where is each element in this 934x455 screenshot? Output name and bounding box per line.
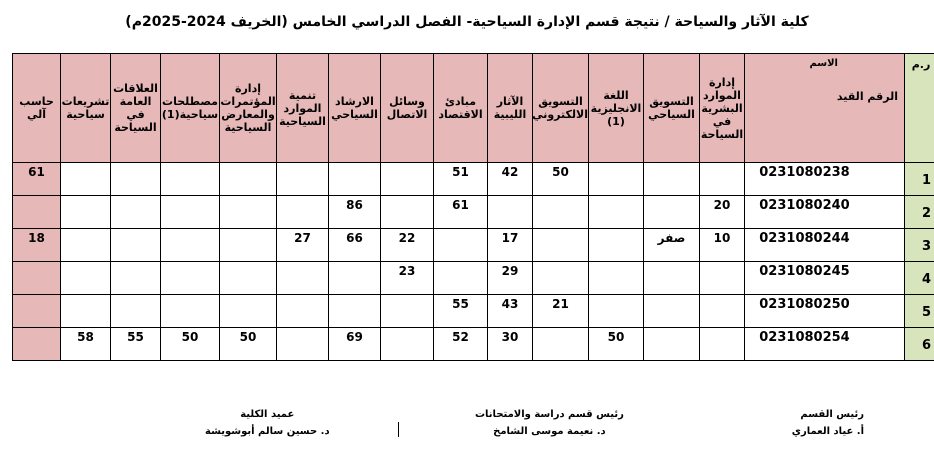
signature-role: عميد الكلية bbox=[240, 409, 295, 420]
signature-exams-head bbox=[475, 406, 624, 440]
signature-dean bbox=[205, 406, 330, 440]
grade-cell bbox=[329, 262, 381, 295]
grade-cell bbox=[61, 163, 111, 196]
grade-cell bbox=[644, 196, 700, 229]
header-subject: العلاقات العامة في السياحة bbox=[111, 54, 161, 163]
grade-cell bbox=[700, 262, 745, 295]
grade-cell: 10 bbox=[700, 229, 745, 262]
table-row bbox=[13, 262, 934, 295]
grade-cell bbox=[277, 328, 329, 361]
grade-cell bbox=[589, 295, 644, 328]
row-number: 4 bbox=[905, 262, 934, 295]
table-header-row bbox=[13, 54, 934, 163]
grade-cell bbox=[161, 196, 220, 229]
signature-role: رئيس القسم bbox=[800, 409, 864, 420]
grade-cell bbox=[589, 262, 644, 295]
grade-cell: 43 bbox=[488, 295, 533, 328]
grade-cell bbox=[381, 328, 434, 361]
grade-cell bbox=[111, 295, 161, 328]
grade-cell: 50 bbox=[589, 328, 644, 361]
header-subject: تنمية الموارد السياحية bbox=[277, 54, 329, 163]
grade-cell: 22 bbox=[381, 229, 434, 262]
grade-cell bbox=[61, 196, 111, 229]
row-number: 6 bbox=[905, 328, 934, 361]
grade-cell bbox=[589, 163, 644, 196]
grade-cell: 61 bbox=[434, 196, 488, 229]
grade-cell: 52 bbox=[434, 328, 488, 361]
header-name-id bbox=[745, 54, 905, 163]
grade-cell bbox=[277, 262, 329, 295]
header-rm: ر.م bbox=[905, 54, 934, 163]
grade-cell bbox=[533, 229, 589, 262]
grade-cell: 55 bbox=[434, 295, 488, 328]
grade-cell bbox=[381, 163, 434, 196]
grade-cell: 51 bbox=[434, 163, 488, 196]
grade-cell: 50 bbox=[220, 328, 277, 361]
grade-cell bbox=[220, 295, 277, 328]
grade-cell bbox=[161, 163, 220, 196]
grade-cell bbox=[644, 328, 700, 361]
grade-cell bbox=[533, 196, 589, 229]
header-subject: إدارة المؤتمرات والمعارض السياحية bbox=[220, 54, 277, 163]
table-row bbox=[13, 163, 934, 196]
grade-cell bbox=[434, 229, 488, 262]
grade-cell bbox=[111, 163, 161, 196]
signature-name: أ. عياد العماري bbox=[791, 426, 864, 437]
grade-cell bbox=[277, 295, 329, 328]
grade-cell bbox=[329, 163, 381, 196]
row-number: 3 bbox=[905, 229, 934, 262]
header-subject: اللغة الانجليزية (1) bbox=[589, 54, 644, 163]
grade-cell bbox=[700, 163, 745, 196]
table-row bbox=[13, 229, 934, 262]
grade-cell: صفر bbox=[644, 229, 700, 262]
grade-cell bbox=[13, 196, 61, 229]
student-id: 0231080250 bbox=[745, 295, 905, 328]
student-id: 0231080254 bbox=[745, 328, 905, 361]
grade-cell: 27 bbox=[277, 229, 329, 262]
table-row bbox=[13, 295, 934, 328]
grade-cell: 86 bbox=[329, 196, 381, 229]
grade-cell bbox=[533, 262, 589, 295]
grade-cell bbox=[161, 295, 220, 328]
row-number: 2 bbox=[905, 196, 934, 229]
grade-cell: 61 bbox=[13, 163, 61, 196]
grade-cell bbox=[700, 328, 745, 361]
grade-cell bbox=[434, 262, 488, 295]
page-title: كلية الآثار والسياحة / نتيجة قسم الإدارة السياحية- الفصل الدراسي الخامس (الخريف 2024-2025م) bbox=[125, 14, 809, 30]
header-subject: إدارة الموارد البشرية في السياحة bbox=[700, 54, 745, 163]
grade-cell bbox=[381, 295, 434, 328]
grade-cell bbox=[644, 163, 700, 196]
header-subject: وسائل الاتصال bbox=[381, 54, 434, 163]
grade-cell: 29 bbox=[488, 262, 533, 295]
grade-cell bbox=[700, 295, 745, 328]
grade-cell bbox=[61, 262, 111, 295]
results-table bbox=[12, 53, 934, 361]
grade-cell: 69 bbox=[329, 328, 381, 361]
grade-cell bbox=[161, 229, 220, 262]
grade-cell: 23 bbox=[381, 262, 434, 295]
grade-cell bbox=[277, 196, 329, 229]
grade-cell bbox=[61, 229, 111, 262]
grade-cell: 17 bbox=[488, 229, 533, 262]
grade-cell: 55 bbox=[111, 328, 161, 361]
header-id: الرقم القيد bbox=[836, 90, 898, 103]
grade-cell bbox=[61, 295, 111, 328]
row-number: 1 bbox=[905, 163, 934, 196]
grade-cell bbox=[220, 229, 277, 262]
grade-cell: 50 bbox=[533, 163, 589, 196]
grade-cell: 66 bbox=[329, 229, 381, 262]
grade-cell bbox=[329, 295, 381, 328]
student-id: 0231080245 bbox=[745, 262, 905, 295]
header-name: الاسم bbox=[809, 58, 838, 69]
header-subject: حاسب آلي bbox=[13, 54, 61, 163]
table-row bbox=[13, 328, 934, 361]
grade-cell bbox=[111, 229, 161, 262]
signature-department-head bbox=[792, 406, 864, 440]
grade-cell bbox=[220, 163, 277, 196]
grade-cell bbox=[220, 196, 277, 229]
grade-cell bbox=[488, 196, 533, 229]
signature-name: د. حسين سالم أبوشويشة bbox=[205, 426, 330, 437]
grade-cell bbox=[381, 196, 434, 229]
header-subject: الآثار الليبية bbox=[488, 54, 533, 163]
table-row bbox=[13, 196, 934, 229]
header-subject: التسويق السياحي bbox=[644, 54, 700, 163]
grade-cell: 18 bbox=[13, 229, 61, 262]
grade-cell: 58 bbox=[61, 328, 111, 361]
grade-cell: 50 bbox=[161, 328, 220, 361]
row-number: 5 bbox=[905, 295, 934, 328]
grade-cell bbox=[220, 262, 277, 295]
grade-cell bbox=[13, 262, 61, 295]
grade-cell bbox=[161, 262, 220, 295]
grade-cell bbox=[533, 328, 589, 361]
grade-cell bbox=[589, 229, 644, 262]
grade-cell: 30 bbox=[488, 328, 533, 361]
grade-cell: 42 bbox=[488, 163, 533, 196]
student-id: 0231080240 bbox=[745, 196, 905, 229]
grade-cell bbox=[644, 295, 700, 328]
grade-cell: 20 bbox=[700, 196, 745, 229]
signature-role: رئيس قسم دراسة والامتحانات bbox=[475, 409, 624, 420]
header-subject: مبادئ الاقتصاد bbox=[434, 54, 488, 163]
grade-cell bbox=[644, 262, 700, 295]
grade-cell bbox=[111, 196, 161, 229]
header-subject: تشريعات سياحية bbox=[61, 54, 111, 163]
grade-cell bbox=[277, 163, 329, 196]
header-subject: الارشاد السياحي bbox=[329, 54, 381, 163]
signature-mark bbox=[398, 422, 399, 437]
signature-name: د. نعيمة موسى الشامخ bbox=[493, 426, 606, 437]
grade-cell: 21 bbox=[533, 295, 589, 328]
student-id: 0231080244 bbox=[745, 229, 905, 262]
grade-cell bbox=[13, 295, 61, 328]
header-subject: التسويق الالكتروني bbox=[533, 54, 589, 163]
student-id: 0231080238 bbox=[745, 163, 905, 196]
grade-cell bbox=[111, 262, 161, 295]
grade-cell bbox=[13, 328, 61, 361]
grade-cell bbox=[589, 196, 644, 229]
header-subject: مصطلحات سياحية(1) bbox=[161, 54, 220, 163]
